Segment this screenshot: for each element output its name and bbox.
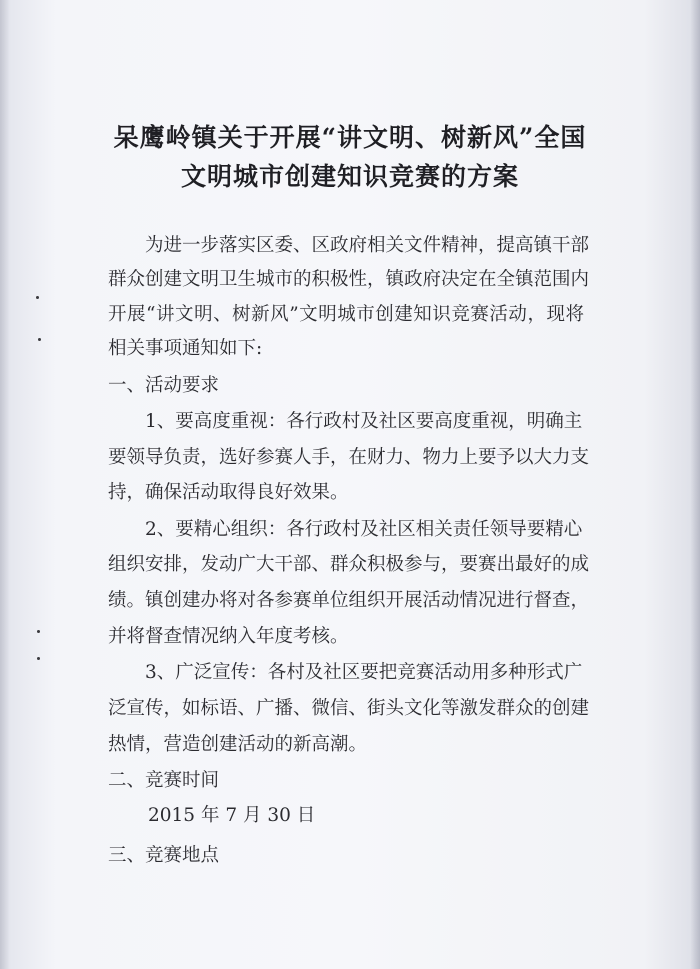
scan-speck <box>38 338 41 341</box>
section1-item2-line-4: 并将督查情况纳入年度考核。 <box>108 626 349 647</box>
competition-date: 2015 年 7 月 30 日 <box>148 805 316 826</box>
section1-item1-line-1: 1、要高度重视：各行政村及社区要高度重视，明确主 <box>145 411 583 432</box>
section1-item2-line-2: 组织安排，发动广大干部、群众积极参与，要赛出最好的成 <box>108 554 590 575</box>
intro-line-4: 相关事项通知如下: <box>108 338 263 359</box>
section1-item1-line-3: 持，确保活动取得良好效果。 <box>108 482 349 503</box>
intro-line-3: 开展“讲文明、树新风”文明城市创建知识竞赛活动，现将 <box>108 304 584 325</box>
section1-item1-line-2: 要领导负责，选好参赛人手，在财力、物力上要予以大力支 <box>108 447 590 468</box>
document-title-line-1: 呆鹰岭镇关于开展“讲文明、树新风”全国 <box>113 123 587 152</box>
section1-item3-line-1: 3、广泛宣传：各村及社区要把竞赛活动用多种形式广 <box>145 662 583 683</box>
scan-speck <box>37 657 40 660</box>
scan-speck <box>37 630 40 633</box>
document-title-line-2: 文明城市创建知识竞赛的方案 <box>180 162 519 191</box>
section1-item2-line-1: 2、要精心组织：各行政村及社区相关责任领导要精心 <box>145 519 583 540</box>
section-heading-2: 二、竞赛时间 <box>108 770 220 791</box>
section-heading-3: 三、竞赛地点 <box>108 845 220 866</box>
intro-line-2: 群众创建文明卫生城市的积极性，镇政府决定在全镇范围内 <box>108 269 590 290</box>
intro-line-1: 为进一步落实区委、区政府相关文件精神，提高镇干部 <box>145 235 590 256</box>
section1-item3-line-3: 热情，营造创建活动的新高潮。 <box>108 734 368 755</box>
scan-speck <box>36 296 39 299</box>
section-heading-1: 一、活动要求 <box>108 375 220 396</box>
section1-item2-line-3: 绩。镇创建办将对各参赛单位组织开展活动情况进行督查， <box>108 590 590 611</box>
section1-item3-line-2: 泛宣传，如标语、广播、微信、街头文化等激发群众的创建 <box>108 698 590 719</box>
